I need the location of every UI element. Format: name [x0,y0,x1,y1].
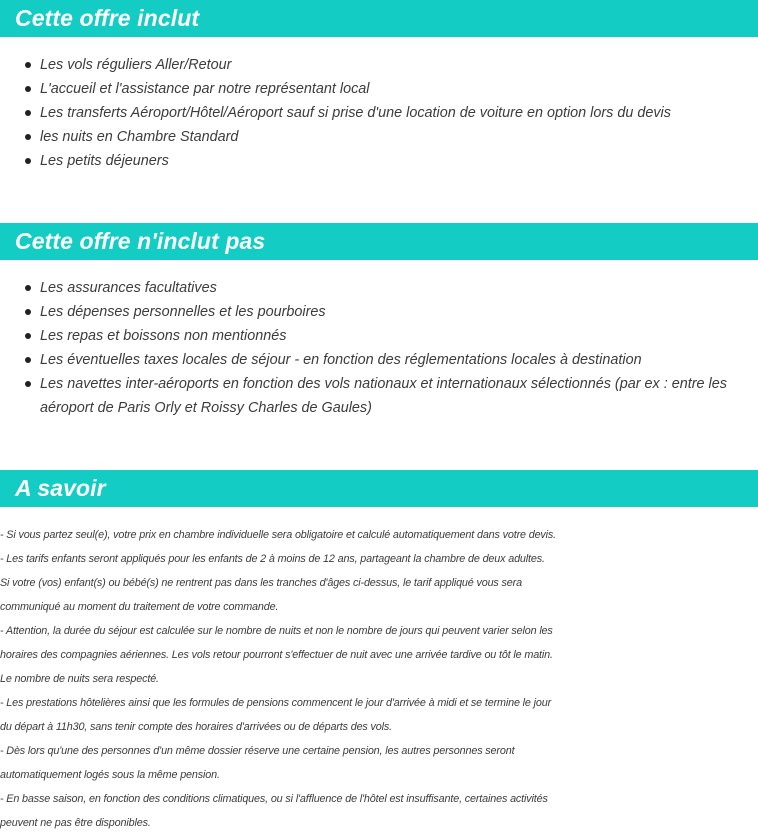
bullet-icon [25,285,31,291]
savoir-line: automatiquement logés sous la même pension. [0,769,220,781]
list-item: Les repas et boissons non mentionnés [0,324,740,348]
bullet-icon [25,62,31,68]
list-item: L'accueil et l'assistance par notre représentant local [0,77,740,101]
includes-list [0,53,740,173]
list-item: Les transferts Aéroport/Hôtel/Aéroport sauf si prise d'une location de voiture en option lors du devis [0,101,740,125]
savoir-line: - Attention, la durée du séjour est calculée sur le nombre de nuits et non le nombre de jours qui peuvent varier selon les [0,625,553,637]
includes-header: Cette offre inclut [0,0,758,37]
list-item: Les petits déjeuners [0,149,740,173]
bullet-icon [25,333,31,339]
savoir-header: A savoir [0,470,758,507]
bullet-icon [25,110,31,116]
list-item: Les dépenses personnelles et les pourboires [0,300,740,324]
excludes-header: Cette offre n'inclut pas [0,223,758,260]
savoir-line: communiqué au moment du traitement de votre commande. [0,601,279,613]
list-item: Les navettes inter-aéroports en fonction des vols nationaux et internationaux sélectionnés (par ex : entre les aéroport de Paris Orly et Roissy Charles de Gaules) [0,372,740,420]
bullet-icon [25,381,31,387]
bullet-icon [25,86,31,92]
savoir-line: - En basse saison, en fonction des conditions climatiques, ou si l'affluence de l'hôtel est insuffisante, certaines activités [0,793,548,805]
savoir-line: Si votre (vos) enfant(s) ou bébé(s) ne rentrent pas dans les tranches d'âges ci-dessus, le tarif appliqué vous sera [0,577,522,589]
list-item: Les assurances facultatives [0,276,740,300]
savoir-line: - Les tarifs enfants seront appliqués pour les enfants de 2 à moins de 12 ans, partageant la chambre de deux adultes. [0,553,545,565]
savoir-line: du départ à 11h30, sans tenir compte des horaires d'arrivées ou de départs des vols. [0,721,392,733]
bullet-icon [25,158,31,164]
savoir-line: peuvent ne pas être disponibles. [0,817,151,829]
bullet-icon [25,134,31,140]
bullet-icon [25,357,31,363]
list-item: Les vols réguliers Aller/Retour [0,53,740,77]
savoir-line: Le nombre de nuits sera respecté. [0,673,159,685]
list-item: Les éventuelles taxes locales de séjour - en fonction des réglementations locales à destination [0,348,740,372]
savoir-line: horaires des compagnies aériennes. Les vols retour pourront s'effectuer de nuit avec une arrivée tardive ou tôt le matin. [0,649,553,661]
savoir-line: - Dès lors qu'une des personnes d'un même dossier réserve une certaine pension, les autres personnes seront [0,745,515,757]
savoir-line: - Si vous partez seul(e), votre prix en chambre individuelle sera obligatoire et calculé automatiquement dans votre devis. [0,529,557,541]
savoir-line: - Les prestations hôtelières ainsi que les formules de pensions commencent le jour d'arrivée à midi et se termine le jour [0,697,552,709]
excludes-list [0,276,740,420]
bullet-icon [25,309,31,315]
savoir-text [0,523,758,835]
list-item: les nuits en Chambre Standard [0,125,740,149]
